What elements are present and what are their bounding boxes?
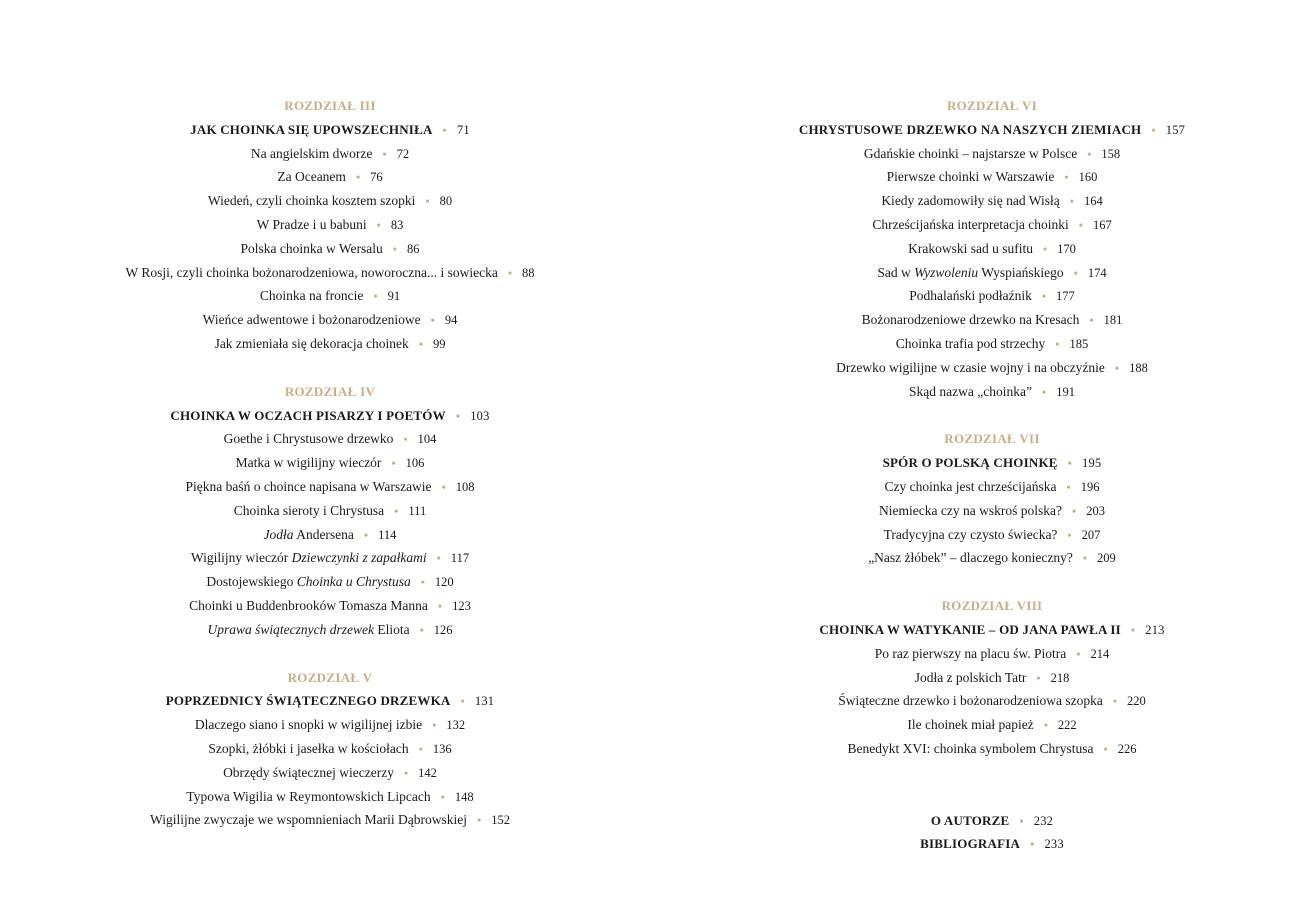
page-number: 86 bbox=[406, 241, 420, 256]
toc-entry bbox=[700, 499, 1284, 523]
toc-entry bbox=[40, 808, 620, 832]
page-number: 232 bbox=[1033, 813, 1054, 828]
bullet-separator-icon: • bbox=[403, 765, 409, 780]
bullet-separator-icon: • bbox=[1042, 384, 1047, 399]
toc-entry bbox=[40, 594, 620, 618]
toc-entry bbox=[40, 785, 620, 809]
entry-title: Dlaczego siano i snopki w wigilijnej izbie bbox=[194, 717, 423, 733]
bullet-separator-icon: • bbox=[382, 146, 387, 161]
entry-title: Wiedeń, czyli choinka kosztem szopki bbox=[207, 193, 416, 209]
toc-entry bbox=[700, 642, 1284, 666]
page-number: 152 bbox=[491, 813, 510, 828]
toc-entry bbox=[40, 546, 620, 570]
toc-entry bbox=[40, 308, 620, 332]
toc-entry bbox=[700, 380, 1284, 404]
entry-title-part: Wigilijny wieczór bbox=[190, 550, 292, 566]
toc-entry bbox=[40, 427, 620, 451]
entry-title: Drzewko wigilijne w czasie wojny i na obczyźnie bbox=[836, 359, 1105, 375]
bullet-separator-icon: • bbox=[1066, 479, 1071, 494]
page-number: 131 bbox=[474, 694, 495, 709]
entry-title: Jodła z polskich Tatr bbox=[914, 669, 1027, 685]
chapter-section bbox=[40, 380, 620, 642]
entry-title-italic: Choinka u Chrystusa bbox=[296, 574, 411, 590]
page-number: 191 bbox=[1056, 384, 1075, 399]
entry-title: Czy choinka jest chrześcijańska bbox=[884, 478, 1057, 494]
chapter-section bbox=[700, 594, 1284, 761]
entry-title: O AUTORZE bbox=[930, 812, 1010, 828]
page-number: 158 bbox=[1101, 146, 1121, 161]
bullet-separator-icon: • bbox=[1041, 289, 1047, 304]
page-number: 120 bbox=[434, 575, 454, 590]
bullet-separator-icon: • bbox=[418, 741, 423, 756]
toc-entry bbox=[40, 713, 620, 737]
entry-title: W Rosji, czyli choinka bożonarodzeniowa, noworoczna... i sowiecka bbox=[125, 264, 498, 280]
toc-entry bbox=[40, 475, 620, 499]
entry-title: Krakowski sad u sufitu bbox=[908, 240, 1033, 256]
page-number: 142 bbox=[418, 765, 437, 780]
bullet-separator-icon: • bbox=[1036, 670, 1041, 685]
entry-title: CHOINKA W OCZACH PISARZY I POETÓW bbox=[170, 407, 446, 423]
toc-entry bbox=[40, 332, 620, 356]
toc-entry bbox=[40, 451, 620, 475]
page-number: 99 bbox=[432, 336, 446, 351]
toc-entry bbox=[700, 213, 1284, 237]
chapter-label: ROZDZIAŁ IV bbox=[284, 383, 376, 399]
bullet-separator-icon: • bbox=[1067, 527, 1072, 542]
toc-entry bbox=[700, 737, 1284, 761]
page-number: 167 bbox=[1092, 217, 1112, 232]
chapter-title-entry bbox=[700, 618, 1284, 642]
chapter-title-entry bbox=[700, 451, 1284, 475]
chapter-title-entry bbox=[40, 689, 620, 713]
page-number: 195 bbox=[1082, 456, 1102, 471]
entry-title: Szopki, żłóbki i jasełka w kościołach bbox=[208, 740, 409, 756]
entry-title: Choinka trafia pod strzechy bbox=[895, 335, 1046, 351]
toc-entry bbox=[40, 761, 620, 785]
entry-title: Skąd nazwa „choinka” bbox=[909, 383, 1032, 399]
page-number: 117 bbox=[450, 551, 470, 566]
bullet-separator-icon: • bbox=[1114, 360, 1120, 375]
chapter-label: ROZDZIAŁ III bbox=[284, 98, 376, 113]
bullet-separator-icon: • bbox=[460, 694, 465, 709]
page-number: 76 bbox=[370, 170, 383, 185]
bullet-separator-icon: • bbox=[1071, 503, 1077, 518]
page-number: 214 bbox=[1090, 646, 1110, 661]
entry-title: Na angielskim dworze bbox=[250, 145, 373, 161]
chapter-section bbox=[40, 666, 620, 833]
entry-title: POPRZEDNICY ŚWIĄTECZNEGO DRZEWKA bbox=[165, 693, 451, 709]
page-number: 164 bbox=[1083, 194, 1103, 209]
page-number: 148 bbox=[454, 789, 474, 804]
page-number: 80 bbox=[439, 194, 453, 209]
chapter-title-entry bbox=[40, 404, 620, 428]
bullet-separator-icon: • bbox=[436, 551, 441, 566]
toc-entry bbox=[40, 213, 620, 237]
chapter-title-entry bbox=[700, 809, 1284, 833]
toc-entry bbox=[700, 237, 1284, 261]
bullet-separator-icon: • bbox=[363, 527, 369, 542]
entry-title: Chrześcijańska interpretacja choinki bbox=[872, 216, 1069, 232]
bullet-separator-icon: • bbox=[1073, 265, 1078, 280]
entry-title: Jak zmieniała się dekoracja choinek bbox=[214, 335, 409, 351]
bullet-separator-icon: • bbox=[1087, 146, 1092, 161]
bullet-separator-icon: • bbox=[425, 194, 430, 209]
entry-title: Wieńce adwentowe i bożonarodzeniowe bbox=[202, 312, 421, 328]
page-number: 157 bbox=[1165, 122, 1186, 137]
entry-title: Podhalański podłaźnik bbox=[909, 288, 1032, 304]
entry-title: Wigilijne zwyczaje we wspomnieniach Marii Dąbrowskiej bbox=[150, 812, 468, 828]
chapter-title-entry bbox=[40, 118, 620, 142]
entry-title-part: Sad w bbox=[877, 264, 915, 280]
bullet-separator-icon: • bbox=[1082, 551, 1088, 566]
chapter-label: ROZDZIAŁ VII bbox=[944, 431, 1040, 447]
toc-entry bbox=[40, 570, 620, 594]
page-number: 83 bbox=[390, 217, 404, 232]
toc-entry bbox=[700, 546, 1284, 570]
toc-entry bbox=[40, 284, 620, 308]
toc-entry bbox=[40, 189, 620, 213]
bullet-separator-icon: • bbox=[1076, 646, 1081, 661]
entry-title: BIBLIOGRAFIA bbox=[920, 836, 1021, 852]
chapter-title-entry bbox=[700, 832, 1284, 856]
page-number: 185 bbox=[1069, 336, 1089, 351]
bullet-separator-icon: • bbox=[432, 718, 437, 733]
chapter-label: ROZDZIAŁ VIII bbox=[941, 598, 1043, 614]
bullet-separator-icon: • bbox=[437, 598, 443, 613]
entry-title-part: Dostojewskiego bbox=[206, 574, 297, 590]
page-number: 136 bbox=[432, 741, 452, 756]
bullet-separator-icon: • bbox=[391, 456, 396, 471]
entry-title: Choinka na froncie bbox=[259, 288, 364, 304]
bullet-separator-icon: • bbox=[1151, 122, 1156, 137]
toc-entry bbox=[700, 689, 1284, 713]
bullet-separator-icon: • bbox=[1103, 741, 1108, 756]
page-number: 170 bbox=[1057, 241, 1076, 256]
entry-title: Matka w wigilijny wieczór bbox=[235, 455, 382, 471]
page-number: 177 bbox=[1056, 289, 1075, 304]
entry-title: SPÓR O POLSKĄ CHOINKĘ bbox=[882, 455, 1058, 471]
bullet-separator-icon: • bbox=[477, 813, 482, 828]
entry-title: Po raz pierwszy na placu św. Piotra bbox=[874, 645, 1067, 661]
page-number: 72 bbox=[396, 146, 410, 161]
entry-title: Benedykt XVI: choinka symbolem Chrystusa bbox=[847, 740, 1094, 756]
bullet-separator-icon: • bbox=[1064, 170, 1069, 185]
entry-title: CHRYSTUSOWE DRZEWKO NA NASZYCH ZIEMIACH bbox=[798, 121, 1142, 137]
bullet-separator-icon: • bbox=[441, 479, 446, 494]
entry-title: Tradycyjna czy czysto świecka? bbox=[883, 526, 1058, 542]
page-number: 218 bbox=[1050, 670, 1070, 685]
page-number: 71 bbox=[456, 122, 470, 137]
toc-entry bbox=[700, 165, 1284, 189]
page-number: 123 bbox=[452, 598, 471, 613]
page-number: 111 bbox=[408, 503, 427, 518]
bullet-separator-icon: • bbox=[1043, 718, 1048, 733]
page-number: 233 bbox=[1044, 837, 1064, 852]
bullet-separator-icon: • bbox=[1019, 813, 1024, 828]
toc-entry bbox=[700, 523, 1284, 547]
bullet-separator-icon: • bbox=[376, 217, 381, 232]
entry-title-part: Eliota bbox=[373, 621, 410, 637]
entry-title: Za Oceanem bbox=[277, 169, 346, 185]
page-number: 132 bbox=[446, 718, 466, 733]
toc-entry bbox=[700, 189, 1284, 213]
entry-title-italic: Dziewczynki z zapałkami bbox=[291, 550, 427, 566]
toc-entry bbox=[40, 618, 620, 642]
toc-entry bbox=[700, 308, 1284, 332]
entry-title-italic: Uprawa świątecznych drzewek bbox=[207, 621, 374, 637]
toc-entry bbox=[40, 261, 620, 285]
entry-title: Obrzędy świątecznej wieczerzy bbox=[223, 764, 394, 780]
bullet-separator-icon: • bbox=[1078, 217, 1083, 232]
chapter-section bbox=[700, 785, 1284, 856]
page-number: 226 bbox=[1117, 741, 1137, 756]
page-number: 222 bbox=[1057, 718, 1077, 733]
page-number: 126 bbox=[433, 622, 453, 637]
toc-entry bbox=[40, 165, 620, 189]
bullet-separator-icon: • bbox=[440, 789, 445, 804]
toc-entry bbox=[40, 237, 620, 261]
bullet-separator-icon: • bbox=[373, 289, 378, 304]
toc-entry bbox=[40, 499, 620, 523]
page-number: 94 bbox=[444, 313, 458, 328]
chapter-section bbox=[700, 427, 1284, 570]
entry-title: Pierwsze choinki w Warszawie bbox=[886, 169, 1055, 185]
page-number: 104 bbox=[417, 432, 437, 447]
page-number: 207 bbox=[1081, 527, 1101, 542]
toc-left-page bbox=[40, 94, 620, 856]
entry-title: Gdańskie choinki – najstarsze w Polsce bbox=[863, 145, 1078, 161]
page-number: 181 bbox=[1103, 313, 1123, 328]
chapter-title-entry bbox=[700, 118, 1284, 142]
entry-title: CHOINKA W WATYKANIE – OD JANA PAWŁA II bbox=[819, 621, 1121, 637]
bullet-separator-icon: • bbox=[1130, 622, 1136, 637]
toc-entry bbox=[700, 142, 1284, 166]
page-number: 114 bbox=[378, 527, 397, 542]
entry-title-part: Andersena bbox=[293, 526, 354, 542]
bullet-separator-icon: • bbox=[420, 575, 425, 590]
toc-entry bbox=[40, 142, 620, 166]
page-number: 220 bbox=[1127, 694, 1146, 709]
entry-title: Świąteczne drzewko i bożonarodzeniowa szopka bbox=[838, 693, 1103, 709]
chapter-label: ROZDZIAŁ V bbox=[287, 669, 373, 685]
entry-title: „Nasz żłóbek” – dlaczego konieczny? bbox=[868, 550, 1073, 566]
entry-title: Polska choinka w Wersalu bbox=[240, 240, 383, 256]
page-number: 106 bbox=[405, 456, 425, 471]
entry-title: Piękna baśń o choince napisana w Warszawie bbox=[185, 478, 432, 494]
bullet-separator-icon: • bbox=[392, 241, 397, 256]
entry-title: Typowa Wigilia w Reymontowskich Lipcach bbox=[186, 788, 431, 804]
toc-entry bbox=[700, 284, 1284, 308]
page-number: 91 bbox=[387, 289, 401, 304]
toc-entry bbox=[700, 261, 1284, 285]
chapter-section bbox=[40, 94, 620, 356]
bullet-separator-icon: • bbox=[1089, 313, 1094, 328]
page-number: 160 bbox=[1078, 170, 1098, 185]
toc-entry bbox=[40, 523, 620, 547]
entry-title-italic: Wyzwoleniu bbox=[914, 264, 979, 280]
chapter-label: ROZDZIAŁ VI bbox=[946, 98, 1038, 113]
entry-title: Goethe i Chrystusowe drzewko bbox=[223, 431, 394, 447]
bullet-separator-icon: • bbox=[355, 170, 361, 185]
bullet-separator-icon: • bbox=[403, 432, 408, 447]
page-number: 209 bbox=[1097, 551, 1116, 566]
bullet-separator-icon: • bbox=[1042, 241, 1048, 256]
bullet-separator-icon: • bbox=[1055, 336, 1060, 351]
bullet-separator-icon: • bbox=[455, 408, 461, 423]
entry-title-part: Wyspiańskiego bbox=[978, 264, 1064, 280]
toc-entry bbox=[700, 332, 1284, 356]
entry-title: Kiedy zadomowiły się nad Wisłą bbox=[881, 193, 1060, 209]
bullet-separator-icon: • bbox=[1112, 694, 1118, 709]
entry-title: Bożonarodzeniowe drzewko na Kresach bbox=[861, 312, 1080, 328]
page-number: 203 bbox=[1086, 503, 1105, 518]
page-number: 108 bbox=[455, 479, 475, 494]
page-number: 103 bbox=[470, 408, 490, 423]
entry-title: W Pradze i u babuni bbox=[256, 216, 367, 232]
toc-entry bbox=[40, 737, 620, 761]
toc-entry bbox=[700, 666, 1284, 690]
bullet-separator-icon: • bbox=[418, 336, 423, 351]
bullet-separator-icon: • bbox=[1030, 837, 1035, 852]
chapter-spacer bbox=[700, 785, 1284, 809]
entry-title: Ile choinek miał papież bbox=[907, 717, 1034, 733]
bullet-separator-icon: • bbox=[507, 265, 513, 280]
entry-title: Choinki u Buddenbrooków Tomasza Manna bbox=[189, 597, 428, 613]
bullet-separator-icon: • bbox=[419, 622, 424, 637]
toc-right-page bbox=[700, 94, 1284, 880]
entry-title-italic: Jodła bbox=[263, 526, 294, 542]
bullet-separator-icon: • bbox=[1067, 456, 1073, 471]
entry-title: Niemiecka czy na wskroś polska? bbox=[879, 502, 1062, 518]
toc-entry bbox=[700, 713, 1284, 737]
toc-entry bbox=[700, 475, 1284, 499]
bullet-separator-icon: • bbox=[442, 122, 447, 137]
page-number: 88 bbox=[522, 265, 535, 280]
entry-title: Choinka sieroty i Chrystusa bbox=[233, 502, 385, 518]
bullet-separator-icon: • bbox=[430, 313, 435, 328]
bullet-separator-icon: • bbox=[1069, 194, 1074, 209]
entry-title: JAK CHOINKA SIĘ UPOWSZECHNIŁA bbox=[190, 121, 433, 137]
page-number: 213 bbox=[1145, 622, 1165, 637]
chapter-section bbox=[700, 94, 1284, 403]
bullet-separator-icon: • bbox=[394, 503, 399, 518]
page-number: 188 bbox=[1129, 360, 1148, 375]
page-number: 174 bbox=[1087, 265, 1107, 280]
page-number: 196 bbox=[1080, 479, 1100, 494]
toc-entry bbox=[700, 356, 1284, 380]
